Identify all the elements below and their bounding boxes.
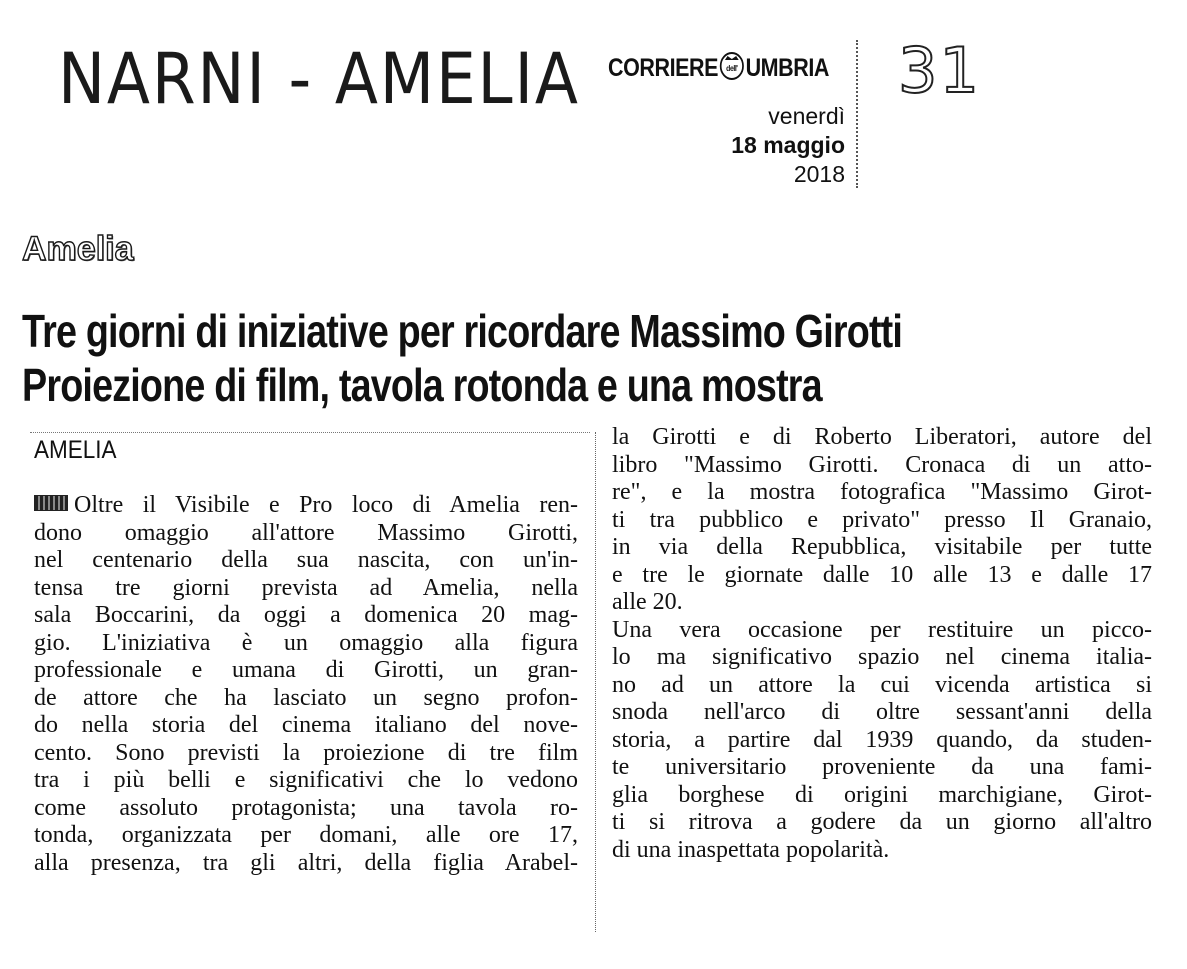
text-line: gio. L'iniziativa è un omaggio alla figura [34,629,578,656]
date-weekday: venerdì [768,103,845,129]
masthead-name-part1: CORRIERE [608,54,719,82]
section-title: NARNI - AMELIA [58,38,580,120]
page-number: 31 [898,34,981,107]
text-line: Una vera occasione per restituire un picco- [612,616,1152,643]
text-line: alla presenza, tra gli altri, della figlia Arabel- [34,849,578,876]
text-line: do nella storia del cinema italiano del nove- [34,712,578,738]
text-line: in via della Repubblica, visitabile per tutte [612,534,1152,560]
text-line: alle 20. [612,589,683,615]
text-line-content: Oltre il Visibile e Pro loco di Amelia ren- [74,492,578,518]
text-line: cento. Sono previsti la proiezione di tre film [34,739,578,766]
article-column-left [34,492,578,877]
text-line: e tre le giornate dalle 10 alle 13 e dalle 17 [612,561,1152,588]
paragraph-marker-icon [34,495,68,511]
article-headline [22,304,902,412]
text-line: lo ma significativo spazio nel cinema italia- [612,644,1152,670]
headline-line-2: Proiezione di film, tavola rotonda e una mostra [22,359,822,411]
text-line [34,492,578,520]
text-line: tra i più belli e significativi che lo vedono [34,767,578,793]
masthead-divider [856,40,858,188]
text-line: de attore che ha lasciato un segno profon- [34,684,578,711]
text-line: nel centenario della sua nascita, con un'in- [34,547,578,573]
column-divider [595,432,596,932]
text-line: ti si ritrova a godere da un giorno all'altro [612,809,1152,835]
text-line: sala Boccarini, da oggi a domenica 20 mag- [34,602,578,628]
masthead-name-part2: UMBRIA [745,54,829,82]
text-line: no ad un attore la cui vicenda artistica si [612,671,1152,698]
headline-divider [30,432,590,433]
headline-line-1: Tre giorni di iniziative per ricordare Massimo Girotti [22,305,903,357]
article-kicker: Amelia [22,230,134,268]
text-line: la Girotti e di Roberto Liberatori, autore del [612,424,1152,450]
crest-icon [719,51,745,81]
text-line: tonda, organizzata per domani, alle ore 17, [34,822,578,848]
text-line: libro "Massimo Girotti. Cronaca di un atto- [612,451,1152,478]
publication-date [690,102,845,189]
text-line: di una inaspettata popolarità. [612,836,890,863]
text-line: snoda nell'arco di oltre sessant'anni della [612,699,1152,725]
text-line: tensa tre giorni prevista ad Amelia, nella [34,574,578,601]
text-line: glia borghese di origini marchigiane, Girot- [612,781,1152,808]
text-line: dono omaggio all'attore Massimo Girotti, [34,519,578,546]
text-line: re", e la mostra fotografica "Massimo Girot- [612,479,1152,505]
text-line: come assoluto protagonista; una tavola ro- [34,794,578,821]
crest-text: dell' [726,63,738,74]
date-year: 2018 [793,161,845,187]
text-line: storia, a partire dal 1939 quando, da studen- [612,726,1152,753]
newspaper-masthead [608,56,829,81]
text-line: te universitario proveniente da una fami- [612,754,1152,780]
date-day-month: 18 maggio [731,132,845,158]
article-column-right [612,424,1152,864]
text-line: professionale e umana di Girotti, un gran- [34,657,578,683]
text-line: ti tra pubblico e privato" presso Il Granaio, [612,506,1152,533]
article-dateline: AMELIA [34,436,117,464]
